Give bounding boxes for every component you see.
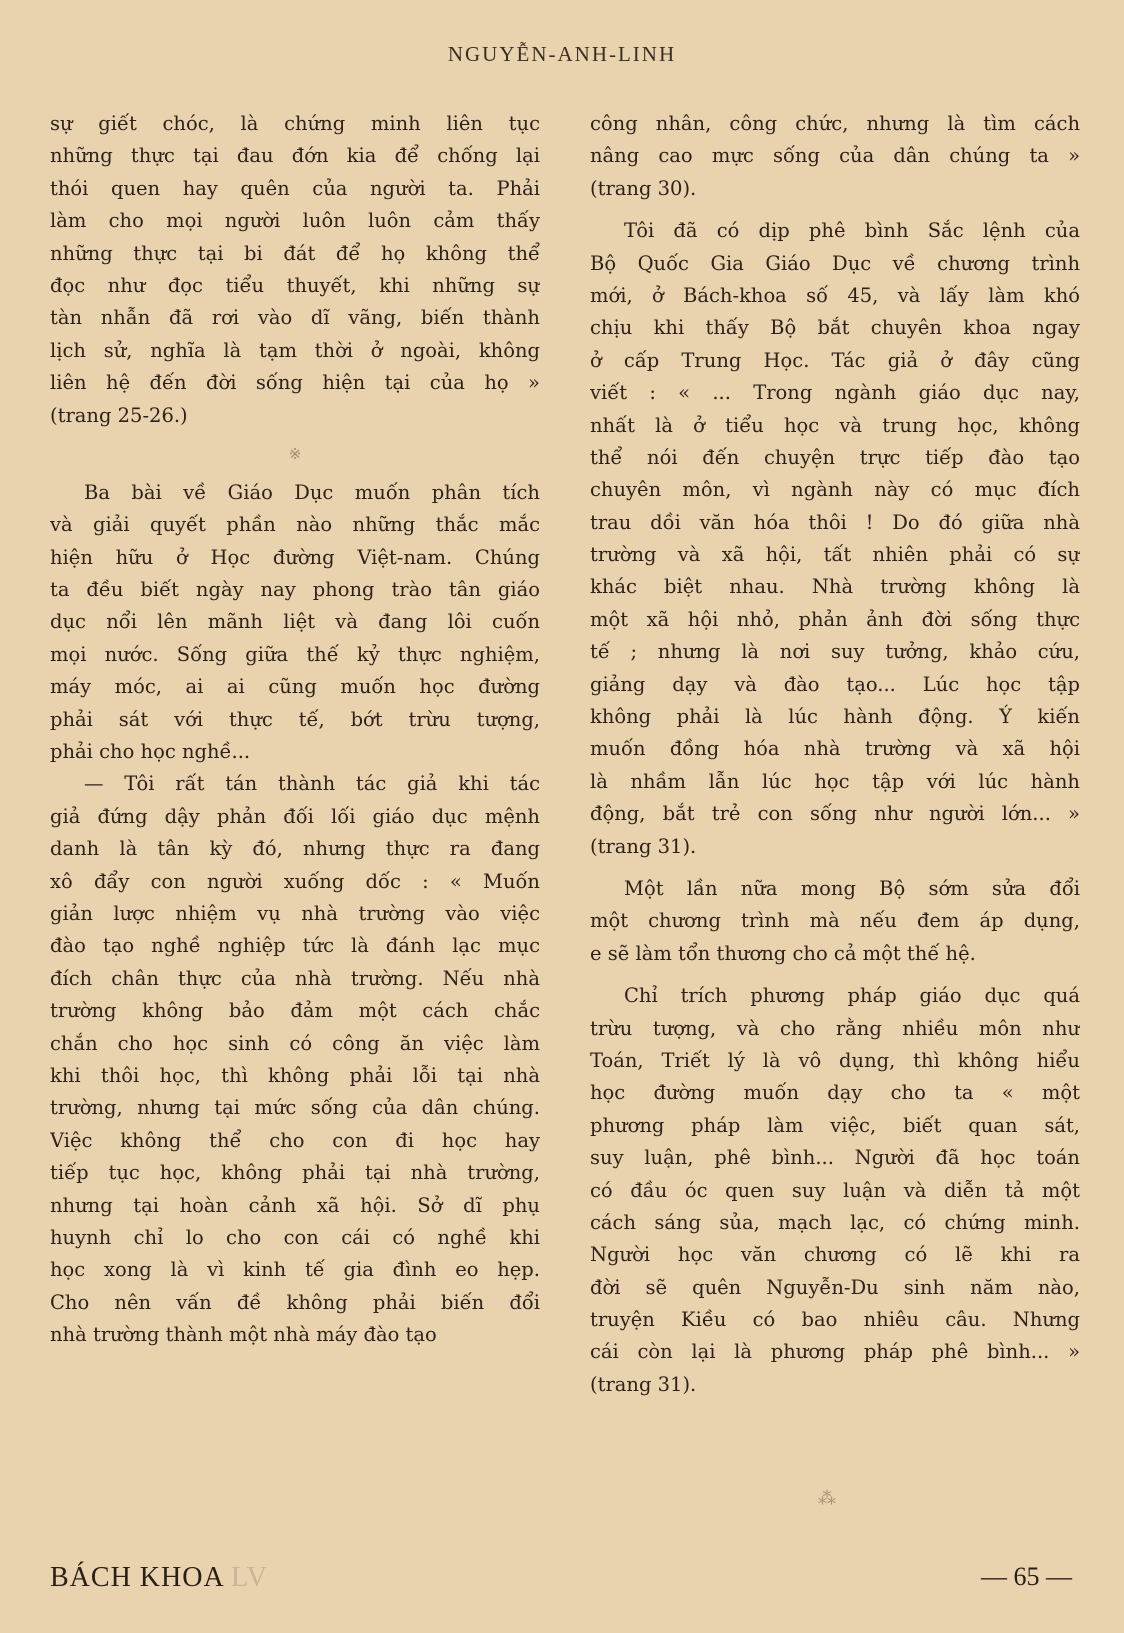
right-column: [590, 108, 1080, 1401]
text-line: Bộ Quốc Gia Giáo Dục về chương trình: [590, 251, 1080, 275]
right-paragraph-3: [590, 873, 1080, 970]
text-line: phải cho học nghề...: [50, 740, 251, 764]
text-line: thể nói đến chuyện trực tiếp đào tạo: [590, 445, 1080, 469]
text-line: là nhầm lẫn lúc học tập với lúc hành: [590, 769, 1080, 793]
text-line: giả đứng dậy phản đối lối giáo dục mệnh: [50, 804, 540, 828]
text-line: những thực tại đau đớn kia để chống lại: [50, 144, 540, 168]
text-line: Một lần nữa mong Bộ sớm sửa đổi: [624, 876, 1080, 900]
text-line: đích chân thực của nhà trường. Nếu nhà: [50, 966, 540, 990]
text-line: trau dồi văn hóa thôi ! Do đó giữa nhà: [590, 510, 1080, 534]
text-line: suy luận, phê bình... Người đã học toán: [590, 1146, 1080, 1170]
text-line: mới, ở Bách-khoa số 45, và lấy làm khó: [590, 283, 1080, 307]
right-paragraph-2: [590, 215, 1080, 863]
text-line: Cho nên vấn đề không phải biến đổi: [50, 1290, 540, 1314]
right-paragraph-1: [590, 108, 1080, 205]
text-line: Chỉ trích phương pháp giáo dục quá: [624, 984, 1080, 1008]
text-line: giảng dạy và đào tạo... Lúc học tập: [590, 672, 1080, 696]
text-line: xô đẩy con người xuống dốc : « Muốn: [50, 869, 540, 893]
section-separator: ※: [288, 444, 302, 463]
text-line: giản lược nhiệm vụ nhà trường vào việc: [50, 901, 540, 925]
text-line: và giải quyết phần nào những thắc mắc: [50, 513, 540, 537]
text-line: ở cấp Trung Học. Tác giả ở đây cũng: [590, 348, 1080, 372]
text-line: tiếp tục học, không phải tại nhà trường,: [50, 1161, 540, 1185]
text-line: phương pháp làm việc, biết quan sát,: [590, 1113, 1080, 1137]
text-line: chắn cho học sinh có công ăn việc làm: [50, 1031, 540, 1055]
left-paragraph-3: [50, 768, 540, 1351]
text-line: Toán, Triết lý là vô dụng, thì không hiểu: [590, 1048, 1080, 1072]
text-line: động, bắt trẻ con sống như người lớn... »: [590, 802, 1080, 826]
text-line: những thực tại bi đát để họ không thể: [50, 241, 540, 265]
text-line: nhưng tại hoàn cảnh xã hội. Sở dĩ phụ: [50, 1193, 540, 1217]
text-line: (trang 25-26.): [50, 403, 188, 427]
text-line: một chương trình mà nếu đem áp dụng,: [590, 909, 1080, 933]
text-line: phải sát với thực tế, bớt trừu tượng,: [50, 707, 540, 731]
text-line: làm cho mọi người luôn luôn cảm thấy: [50, 209, 540, 233]
text-line: hiện hữu ở Học đường Việt-nam. Chúng: [50, 545, 540, 569]
magazine-title: BÁCH KHOA: [50, 1562, 224, 1593]
left-column: [50, 108, 540, 1351]
text-line: trừu tượng, và cho rằng nhiều môn như: [590, 1016, 1080, 1040]
page-number: — 65 —: [981, 1562, 1072, 1591]
text-line: (trang 30).: [590, 176, 697, 200]
magazine-footer: [50, 1562, 268, 1594]
text-line: (trang 31).: [590, 834, 697, 858]
text-line: học xong là vì kinh tế gia đình eo hẹp.: [50, 1258, 540, 1282]
text-line: danh là tân kỳ đó, nhưng thực ra đang: [50, 837, 540, 861]
left-paragraph-1: [50, 108, 540, 432]
paragraph-gap: [590, 205, 1080, 215]
text-line: Tôi đã có dịp phê bình Sắc lệnh của: [624, 219, 1080, 243]
text-line: cái còn lại là phương pháp phê bình... »: [590, 1340, 1080, 1364]
text-line: học đường muốn dạy cho ta « một: [590, 1081, 1080, 1105]
text-line: nhà trường thành một nhà máy đào tạo: [50, 1323, 437, 1347]
text-line: đào tạo nghề nghiệp tức là đánh lạc mục: [50, 934, 540, 958]
text-line: liên hệ đến đời sống hiện tại của họ »: [50, 371, 540, 395]
ornament-icon: ⁂: [818, 1488, 836, 1509]
text-line: chịu khi thấy Bộ bắt chuyên khoa ngay: [590, 316, 1080, 340]
text-line: trường không bảo đảm một cách chắc: [50, 999, 540, 1023]
text-line: trường, nhưng tại mức sống của dân chúng.: [50, 1096, 540, 1120]
text-line: Ba bài về Giáo Dục muốn phân tích: [84, 480, 540, 504]
paragraph-gap: [590, 863, 1080, 873]
text-line: một xã hội nhỏ, phản ảnh đời sống thực: [590, 607, 1080, 631]
text-line: Việc không thể cho con đi học hay: [50, 1128, 540, 1152]
text-line: trường và xã hội, tất nhiên phải có sự: [590, 543, 1080, 567]
text-line: nâng cao mực sống của dân chúng ta »: [590, 144, 1080, 168]
running-header: NGUYỄN-ANH-LINH: [447, 42, 677, 66]
text-line: đọc như đọc tiểu thuyết, khi những sự: [50, 273, 540, 297]
text-line: thói quen hay quên của người ta. Phải: [50, 176, 540, 200]
left-paragraph-2: [50, 477, 540, 769]
text-line: truyện Kiều có bao nhiêu câu. Nhưng: [590, 1308, 1080, 1332]
text-line: (trang 31).: [590, 1372, 697, 1396]
text-line: công nhân, công chức, nhưng là tìm cách: [590, 112, 1080, 135]
text-line: huynh chỉ lo cho con cái có nghề khi: [50, 1225, 540, 1249]
paragraph-gap: [590, 970, 1080, 980]
text-line: máy móc, ai ai cũng muốn học đường: [50, 675, 540, 699]
text-line: muốn đồng hóa nhà trường và xã hội: [590, 737, 1080, 761]
text-line: khi thôi học, thì không phải lỗi tại nhà: [50, 1063, 540, 1087]
text-line: tế ; nhưng là nơi suy tưởng, khảo cứu,: [590, 640, 1080, 664]
text-line: mọi nước. Sống giữa thế kỷ thực nghiệm,: [50, 642, 540, 666]
text-line: dục nổi lên mãnh liệt và đang lôi cuốn: [50, 610, 540, 634]
text-line: — Tôi rất tán thành tác giả khi tác: [84, 772, 540, 796]
text-line: ta đều biết ngày nay phong trào tân giáo: [50, 578, 540, 602]
text-line: tàn nhẫn đã rơi vào dĩ vãng, biến thành: [50, 306, 540, 330]
text-line: chuyên môn, vì ngành này có mục đích: [590, 478, 1080, 502]
text-line: nhất là ở tiểu học và trung học, không: [590, 413, 1080, 437]
text-line: e sẽ làm tổn thương cho cả một thế hệ.: [590, 941, 976, 965]
text-line: khác biệt nhau. Nhà trường không là: [590, 575, 1080, 599]
text-line: viết : « ... Trong ngành giáo dục nay,: [590, 381, 1080, 405]
text-line: không phải là lúc hành động. Ý kiến: [590, 705, 1080, 729]
issue-number: LV: [231, 1562, 268, 1593]
text-line: sự giết chóc, là chứng minh liên tục: [50, 112, 540, 135]
text-line: có đầu óc quen suy luận và diễn tả một: [590, 1178, 1080, 1202]
text-line: lịch sử, nghĩa là tạm thời ở ngoài, không: [50, 338, 540, 362]
text-line: đời sẽ quên Nguyễn-Du sinh năm nào,: [590, 1275, 1080, 1299]
text-line: cách sáng sủa, mạch lạc, có chứng minh.: [590, 1210, 1080, 1234]
text-line: Người học văn chương có lẽ khi ra: [590, 1243, 1080, 1267]
right-paragraph-4: [590, 980, 1080, 1401]
